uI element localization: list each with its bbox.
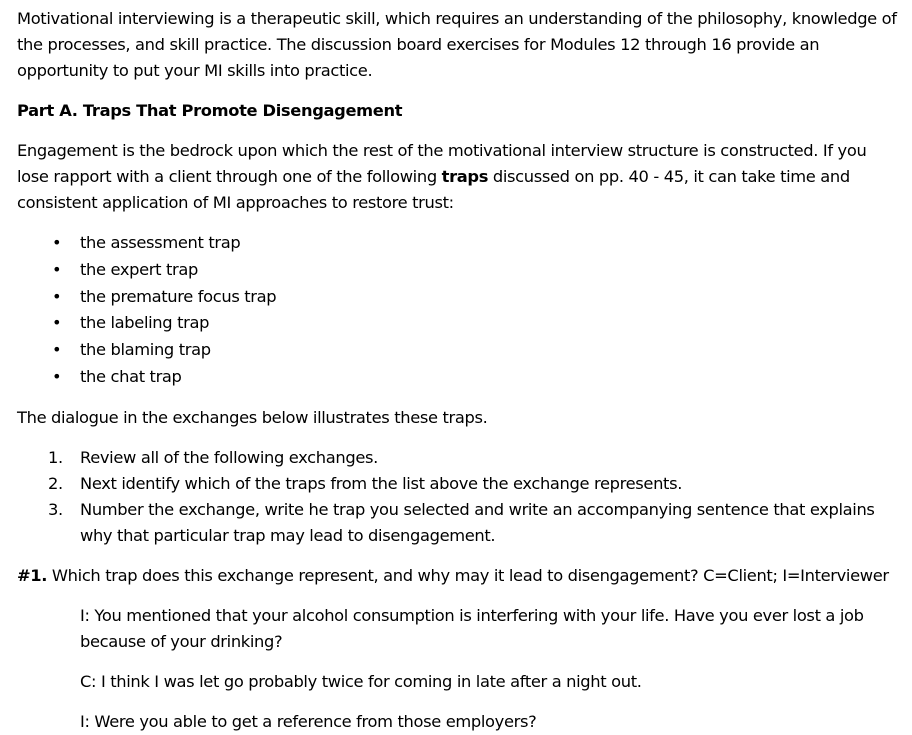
- bullet-icon: •: [52, 286, 62, 306]
- trap-label: the blaming trap: [80, 340, 211, 360]
- intro-paragraph: Motivational interviewing is a therapeutic skill, which requires an understanding of the philosophy, knowledge of the processes, and skill practice. The discussion board exercises for Modules 12 through 16 provide an opportunity to put your MI skills into practice.: [17, 9, 897, 80]
- instructions-list: [17, 445, 902, 549]
- dialogue-intro: The dialogue in the exchanges below illustrates these traps.: [17, 407, 488, 427]
- step-text: Review all of the following exchanges.: [80, 447, 378, 467]
- part-a-heading: Part A. Traps That Promote Disengagement: [17, 101, 403, 120]
- step-text: Next identify which of the traps from the list above the exchange represents.: [80, 473, 683, 493]
- step-number: 2.: [48, 473, 63, 493]
- question-text: Which trap does this exchange represent, and why may it lead to disengagement? C=Client; I=Interviewer: [47, 565, 889, 585]
- exchange-number: #1.: [17, 565, 48, 585]
- list-item: [17, 445, 902, 471]
- bullet-icon: •: [52, 233, 62, 252]
- list-item: [17, 284, 902, 311]
- dialogue-line-interviewer: I: You mentioned that your alcohol consumption is interfering with your life. Have you ever lost a job because of your drinking?: [80, 605, 864, 651]
- engagement-text-end: discussed on pp. 40 - 45, it can take time and consistent application of MI approaches to restore trust:: [17, 167, 850, 212]
- bullet-icon: •: [52, 259, 62, 279]
- list-item: [17, 471, 902, 497]
- trap-label: the chat trap: [80, 366, 182, 386]
- exchange-1-question: [17, 563, 902, 589]
- exchange-1-dialogue: [17, 603, 902, 735]
- list-item: [17, 364, 902, 391]
- engagement-paragraph: [17, 138, 902, 216]
- trap-label: the expert trap: [80, 259, 199, 279]
- trap-label: the labeling trap: [80, 313, 210, 333]
- dialogue-line-interviewer: I: Were you able to get a reference from those employers?: [80, 711, 537, 731]
- list-item: [17, 337, 902, 364]
- bullet-icon: •: [52, 313, 62, 333]
- step-text: Number the exchange, write he trap you selected and write an accompanying sentence that explains why that particular trap may lead to disengagement.: [80, 499, 875, 545]
- engagement-text-start: Engagement is the bedrock upon which the rest of the motivational interview structure is constructed. If you lose rapport with a client through one of the following: [17, 141, 867, 186]
- traps-list: [17, 230, 902, 391]
- dialogue-line-client: C: I think I was let go probably twice for coming in late after a night out.: [80, 671, 642, 691]
- step-number: 1.: [48, 447, 63, 467]
- list-item: [17, 310, 902, 337]
- list-item: [17, 497, 902, 549]
- step-number: 3.: [48, 499, 63, 519]
- bullet-icon: •: [52, 340, 62, 360]
- list-item: [17, 257, 902, 284]
- trap-label: the premature focus trap: [80, 286, 277, 306]
- list-item: [17, 230, 902, 257]
- bullet-icon: •: [52, 366, 62, 386]
- trap-label: the assessment trap: [80, 233, 241, 252]
- traps-bold-word: traps: [441, 167, 489, 186]
